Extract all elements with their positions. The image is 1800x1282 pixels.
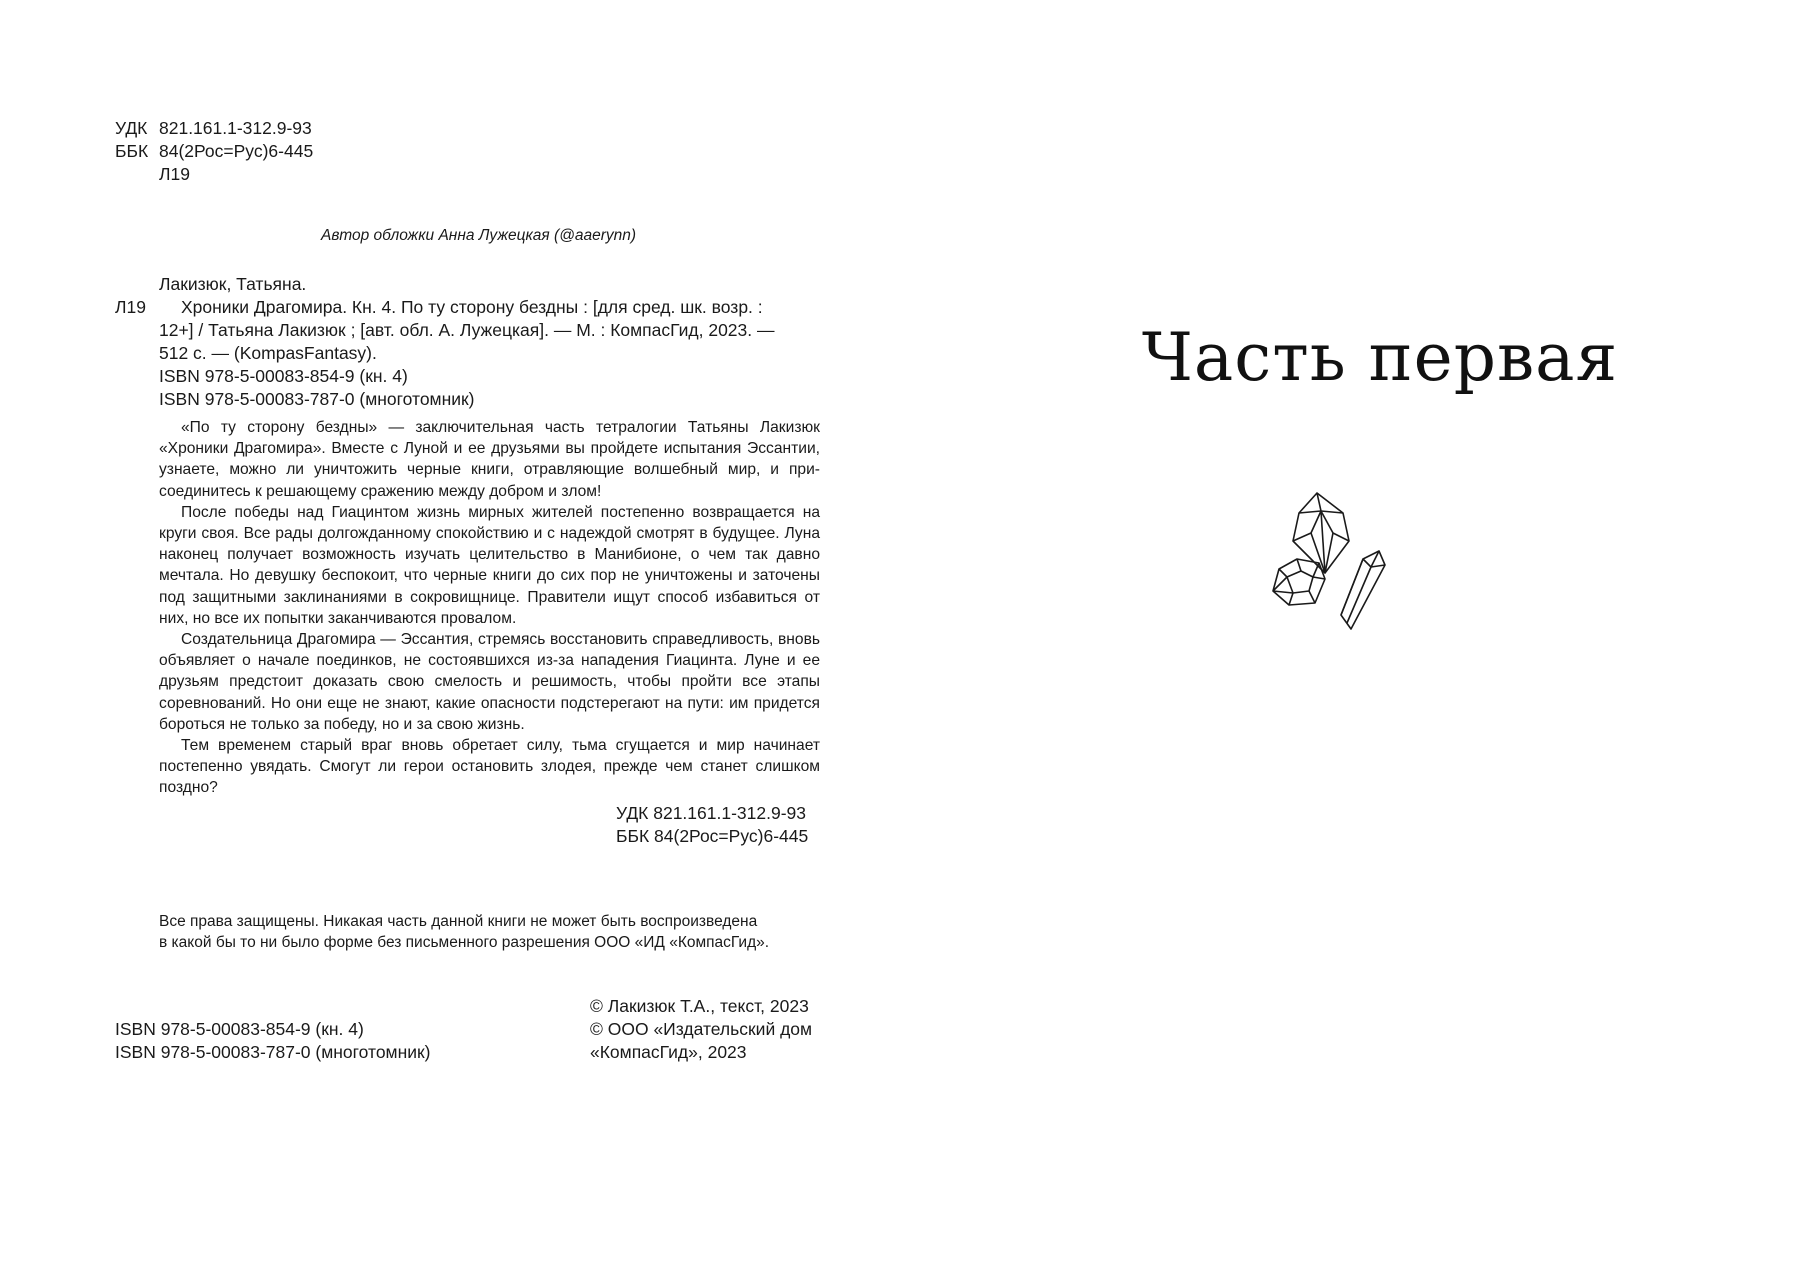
record-isbn-1: ISBN 978-5-00083-854-9 (кн. 4) (159, 366, 408, 386)
rights-notice-line-2: в какой бы то ни было форме без письменного разрешения ООО «ИД «КомпасГид». (159, 934, 770, 951)
bbk-label: ББК (115, 141, 149, 161)
bbk-value: 84(2Рос=Рус)6-445 (159, 141, 314, 161)
annotation-paragraph: Тем временем старый враг вновь обретает силу, тьма сгущается и мир начинает постепенно увядать. Смогут ли герои остановить злодея, прежде чем станет слишком поздно? (159, 737, 820, 797)
udk-label: УДК (115, 118, 148, 138)
record-line-1: Хроники Драгомира. Кн. 4. По ту сторону бездны : [для сред. шк. возр. : (181, 297, 763, 317)
crystals-icon (1267, 491, 1397, 631)
copyright-line-3: «КомпасГид», 2023 (590, 1042, 747, 1062)
annotation-bbk: ББК 84(2Рос=Рус)6-445 (616, 826, 809, 846)
copyright-line-2: © ООО «Издательский дом (590, 1019, 813, 1039)
copyright-line-1: © Лакизюк Т.А., текст, 2023 (590, 996, 809, 1016)
record-line-3: 512 с. — (KompasFantasy). (159, 343, 377, 363)
annotation (159, 417, 820, 799)
part-title: Часть первая (1141, 319, 1619, 396)
footer-isbn-2: ISBN 978-5-00083-787-0 (многотомник) (115, 1042, 431, 1062)
cover-credit: Автор обложки Анна Лужецкая (@aaerynn) (321, 227, 637, 244)
annotation-paragraph: Создательница Драгомира — Эссантия, стремясь восстановить справедливость, вновь объявляет о начале поединков, не состоявшихся из-за нападения Гиацинта. Луне и ее друзьям предстоит доказать свою смелость и решимость, чтобы пройти все этапы соревнований. Но они еще не знают, какие опасности подстерегают на пути: им придется бороться не только за победу, но и за свою жизнь. (159, 631, 820, 733)
part-title-page (900, 0, 1800, 1282)
annotation-paragraph: После победы над Гиацинтом жизнь мирных жителей постепенно возвращается на круги своя. Все рады долгожданному спокойствию и с надеждой смотрят в будущее. Луна наконец получает возможность изучать целительство в Манибионе, о чем так давно мечтала. Но девушку беспокоит, что черные книги до сих пор не уничтожены и заточены под защитными заклинаниями в сокровищнице. Правители ищут способ избавиться от них, но все их попытки заканчиваются провалом. (159, 503, 820, 627)
udk-value: 821.161.1-312.9-93 (159, 118, 312, 138)
annotation-paragraph: «По ту сторону бездны» — заключительная часть тетралогии Татьяны Лакизюк «Хроники Драгомира». Вместе с Луной и ее друзьями вы пройдете испытания Эссантии, узнаете, можно ли уничтожить черные книги, отравляющие волшебный мир, и присоединитесь к решающему сражению между добром и злом! (159, 419, 820, 500)
author-mark: Л19 (159, 164, 190, 184)
bbk-line (115, 140, 313, 163)
record-isbn-2: ISBN 978-5-00083-787-0 (многотомник) (159, 389, 475, 409)
record-author: Лакизюк, Татьяна. (159, 274, 307, 294)
footer-isbn-1: ISBN 978-5-00083-854-9 (кн. 4) (115, 1019, 364, 1039)
udk-line (115, 117, 312, 140)
rights-notice-line-1: Все права защищены. Никакая часть данной книги не может быть воспроизведена (159, 913, 758, 930)
annotation-udk: УДК 821.161.1-312.9-93 (616, 803, 807, 823)
record-line-2: 12+] / Татьяна Лакизюк ; [авт. обл. А. Лужецкая]. — М. : КомпасГид, 2023. — (159, 320, 775, 340)
record-mark: Л19 (115, 297, 146, 317)
